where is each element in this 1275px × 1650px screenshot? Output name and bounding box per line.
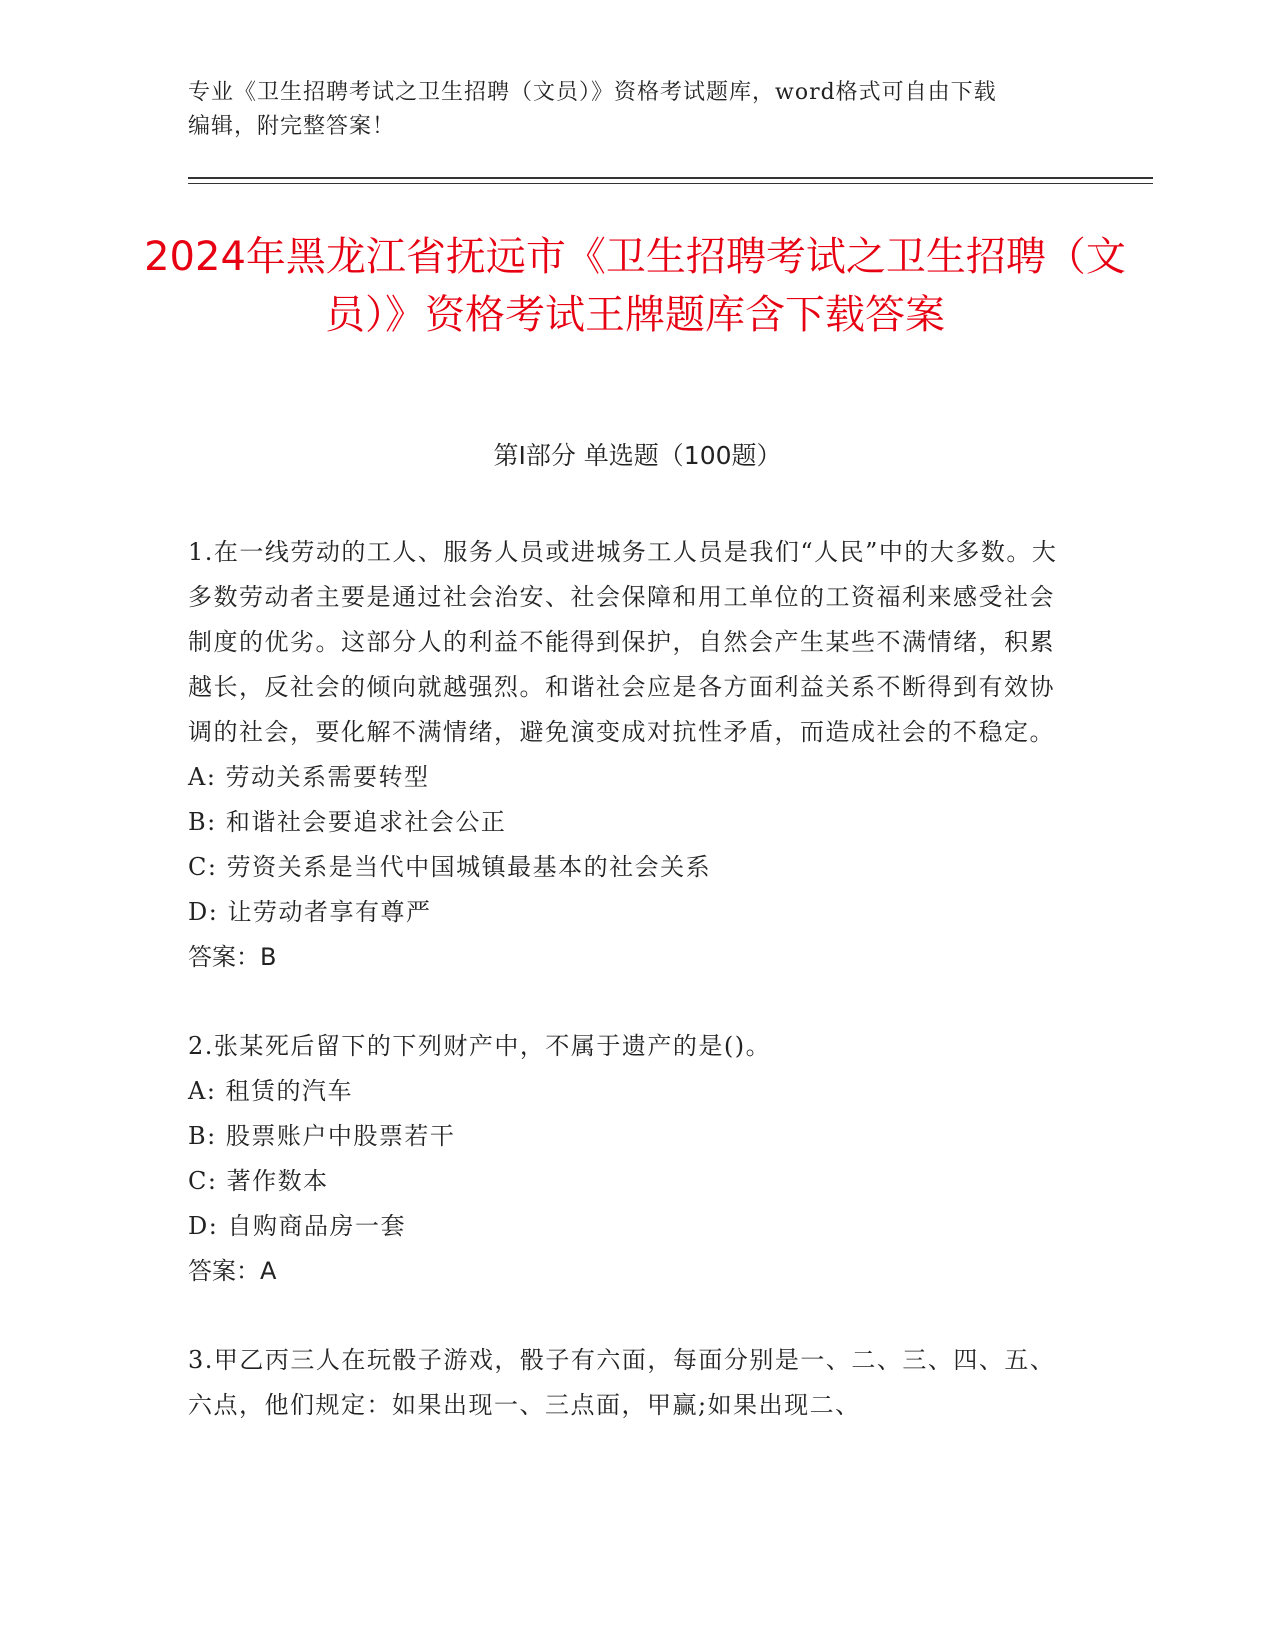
option-c: C: 劳资关系是当代中国城镇最基本的社会关系	[188, 853, 712, 881]
option-a: A: 租赁的汽车	[188, 1077, 354, 1105]
header-note-line-1: 专业《卫生招聘考试之卫生招聘（文员）》资格考试题库，word格式可自由下载	[188, 80, 997, 105]
option-c: C: 著作数本	[188, 1167, 329, 1195]
question-stem: 2.张某死后留下的下列财产中，不属于遗产的是()。	[188, 1032, 772, 1060]
answer: 答案：A	[188, 1257, 277, 1285]
question-stem: 1.在一线劳动的工人、服务人员或进城务工人员是我们“人民”中的大多数。大多数劳动者主要是通过社会治安、社会保障和用工单位的工资福利来感受社会制度的优劣。这部分人的利益不能得到保护，自然会产生某些不满情绪，积累越长，反社会的倾向就越强烈。和谐社会应是各方面利益关系不断得到有效协调的社会，要化解不满情绪，避免演变成对抗性矛盾，而造成社会的不稳定。	[188, 538, 1058, 746]
document-title: 2024年黑龙江省抚远市《卫生招聘考试之卫生招聘（文员）》资格考试王牌题库含下载答案	[144, 234, 1126, 338]
option-b: B: 和谐社会要追求社会公正	[188, 808, 507, 836]
question-1	[188, 530, 1068, 980]
question-3	[188, 1338, 1068, 1428]
question-stem: 3.甲乙丙三人在玩骰子游戏，骰子有六面，每面分别是一、二、三、四、五、六点，他们规定：如果出现一、三点面，甲赢;如果出现二、	[188, 1346, 1056, 1419]
option-d: D: 让劳动者享有尊严	[188, 898, 432, 926]
header-divider-thick	[188, 177, 1153, 179]
answer: 答案：B	[188, 943, 277, 971]
header-note	[188, 76, 1088, 144]
question-list	[188, 530, 1068, 1472]
header-note-line-2: 编辑，附完整答案！	[188, 114, 396, 139]
option-d: D: 自购商品房一套	[188, 1212, 406, 1240]
question-2	[188, 1024, 1068, 1294]
section-title: 第Ⅰ部分 单选题（100题）	[493, 441, 782, 470]
option-a: A: 劳动关系需要转型	[188, 763, 430, 791]
header-divider-thin	[188, 183, 1153, 184]
option-b: B: 股票账户中股票若干	[188, 1122, 456, 1150]
